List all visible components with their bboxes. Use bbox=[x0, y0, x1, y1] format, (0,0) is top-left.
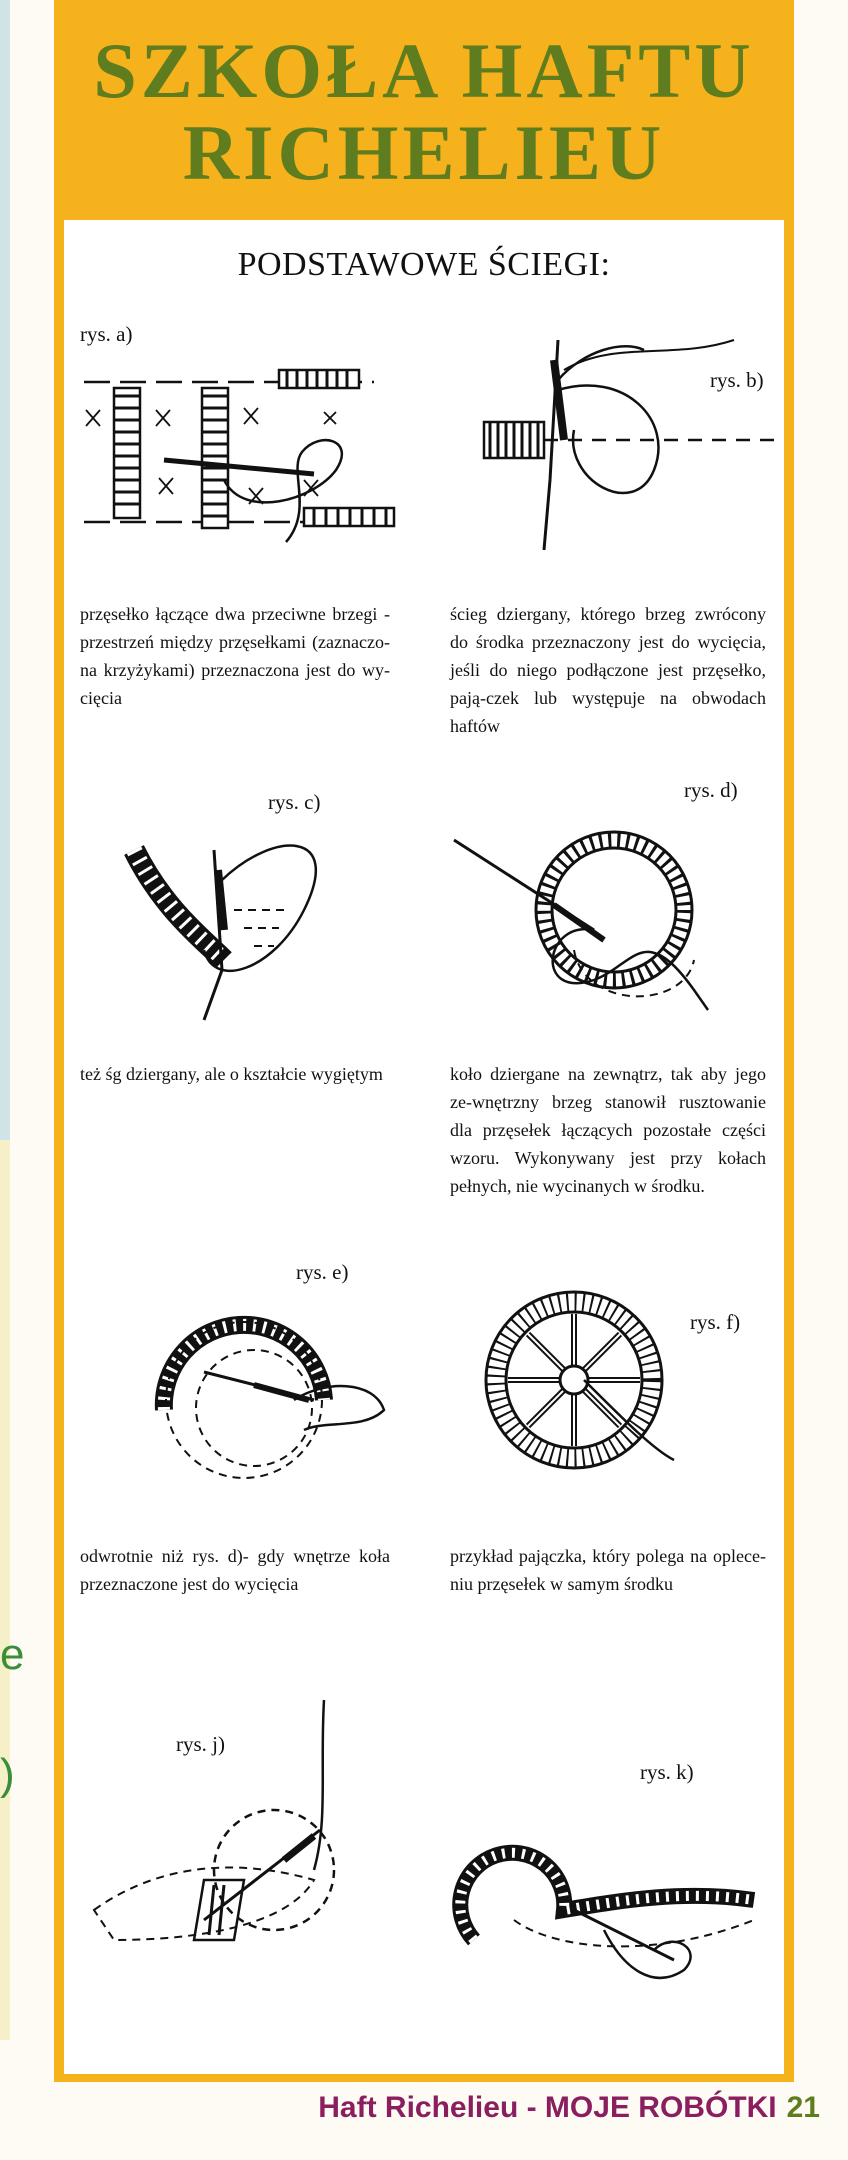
page-edge-left bbox=[0, 0, 10, 1140]
figure-c-drawing bbox=[104, 810, 364, 1020]
figure-d-caption: koło dziergane na zewnątrz, tak aby jego ze-wnętrzny brzeg stanowił rusztowanie dla przęsełek łączących pozostałe części wzoru. Wykonywany jest przy kołach pełnych, nie wycinanych w środku. bbox=[450, 1064, 766, 1196]
page-edge-left-lower bbox=[0, 1140, 10, 2040]
figure-k-drawing bbox=[454, 1790, 774, 1990]
stray-glyph: ) bbox=[0, 1750, 15, 1799]
figure-a-drawing bbox=[74, 360, 404, 550]
page-footer bbox=[300, 2082, 820, 2134]
figure-k-label: rys. k) bbox=[640, 1760, 694, 1784]
content-panel bbox=[64, 220, 784, 2074]
figure-b-drawing bbox=[474, 330, 784, 570]
figure-j-drawing bbox=[84, 1690, 404, 1950]
figure-a-caption: przęsełko łączące dwa przeciwne brzegi - przestrzeń między przęsełkami (zaznaczo-na krzyżykami) przeznaczona jest do wy-cięcia bbox=[80, 604, 390, 708]
figure-f-label: rys. f) bbox=[690, 1310, 741, 1334]
figure-c-label: rys. c) bbox=[268, 790, 321, 814]
footer-publication: Haft Richelieu - MOJE ROBÓTKI bbox=[318, 2091, 777, 2124]
page-number: 21 bbox=[786, 2091, 820, 2124]
figure-f-caption: przykład pajączka, który polega na oplece-niu przęsełek w samym środku bbox=[450, 1546, 766, 1594]
title-line-1: SZKOŁA HAFTU bbox=[93, 27, 755, 114]
section-subtitle: PODSTAWOWE ŚCIEGI: bbox=[237, 246, 611, 283]
figure-a-label: rys. a) bbox=[80, 322, 133, 346]
article-title bbox=[54, 27, 794, 196]
figure-f-drawing bbox=[474, 1280, 774, 1500]
figure-c-caption: też śg dziergany, ale o kształcie wygiętym bbox=[80, 1064, 383, 1084]
figure-d-label: rys. d) bbox=[684, 778, 738, 802]
figure-d-drawing bbox=[444, 810, 744, 1030]
figure-e-drawing bbox=[124, 1290, 414, 1510]
figure-e-caption: odwrotnie niż rys. d)- gdy wnętrze koła przeznaczone jest do wycięcia bbox=[80, 1546, 390, 1594]
title-line-2: RICHELIEU bbox=[182, 109, 666, 196]
figure-b-caption: ścieg dziergany, którego brzeg zwrócony do środka przeznaczony jest do wycięcia, jeśli do niego podłączone jest przęsełko, pają-czek lub występuje na obwodach haftów bbox=[450, 604, 766, 736]
figure-j-label: rys. j) bbox=[176, 1732, 225, 1756]
figure-b-label: rys. b) bbox=[710, 368, 764, 392]
figure-e-label: rys. e) bbox=[296, 1260, 349, 1284]
stray-glyph: e bbox=[0, 1630, 25, 1679]
